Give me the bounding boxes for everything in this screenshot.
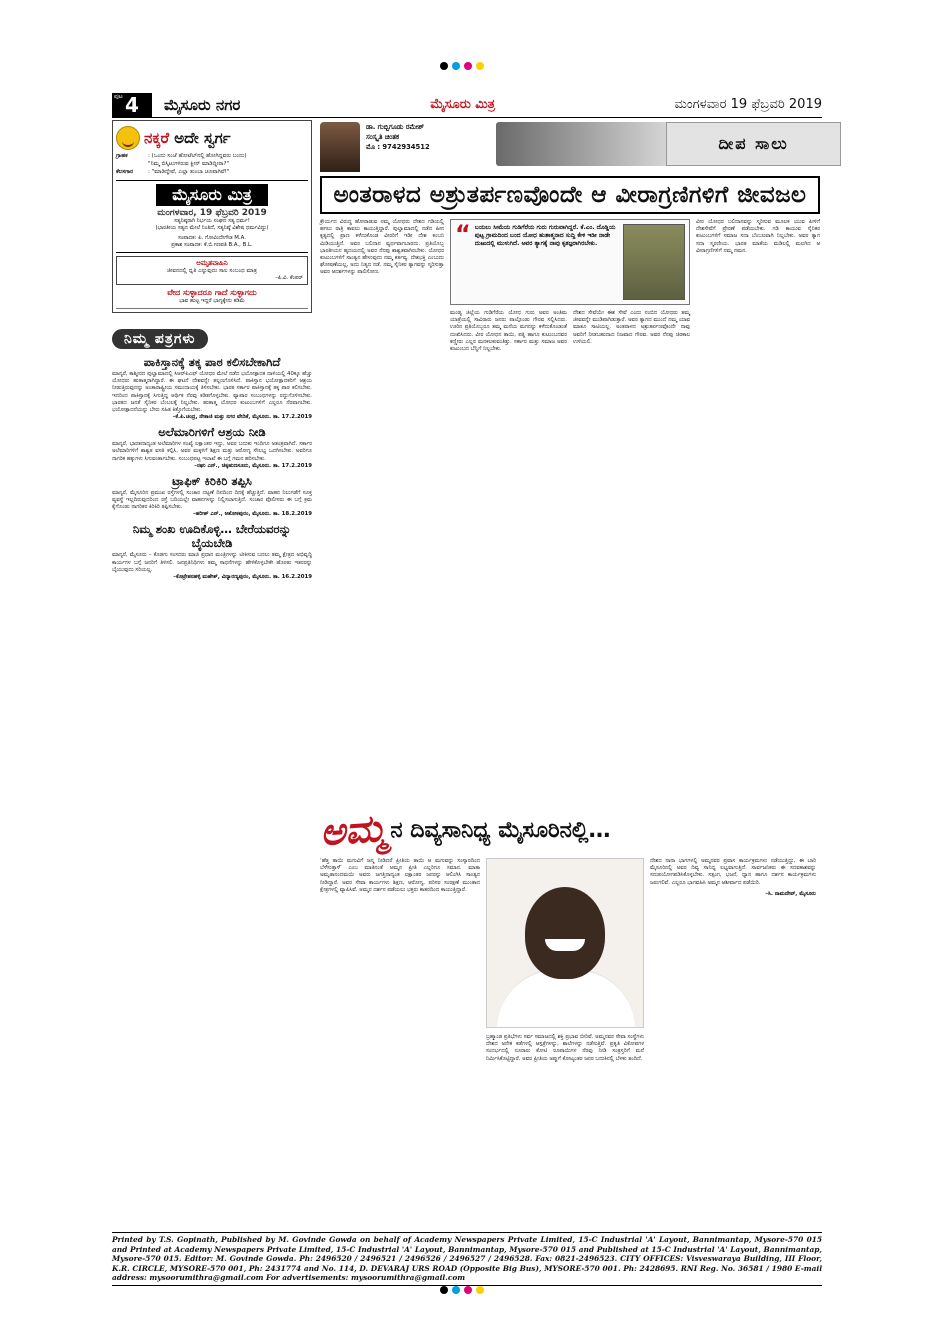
masthead-motto: ಸತ್ಯನಿಷ್ಠರಾಗಿ ನಿರ್ಭಯ ಸಂಘದ ಸತ್ಯ ಧರ್ಮ!	[174, 218, 250, 224]
letter-title: ಪಾಕಿಸ್ತಾನಕ್ಕೆ ತಕ್ಕ ಪಾಠ ಕಲಿಸಬೇಕಾಗಿದೆ	[143, 355, 281, 369]
article-column: ಕ್ರೌರ್ಯದ ವಿರುದ್ಧ ಹೋರಾಡುವ ನಮ್ಮ ಯೋಧರು ದೇಶದ ಗಡಿಯಲ್ಲಿ ಹಗಲು ರಾತ್ರಿ ಕಾವಲು ಕಾಯುತ್ತಿದ್ದಾರೆ. ಪುಲ್ವಾಮಾದಲ್ಲಿ ನಡೆದ ಹೀನ ಕೃತ್ಯದಲ್ಲಿ ಪ್ರಾಣ ಕಳೆದುಕೊಂಡ ವೀರರಿಗೆ ಇಡೀ ದೇಶ ಕಂಬನಿ ಮಿಡಿಯುತ್ತಿದೆ. ಅವರ ಬಲಿದಾನ ವ್ಯರ್ಥವಾಗಬಾರದು. ಪ್ರತಿಯೊಬ್ಬ ಭಾರತೀಯನ ಹೃದಯದಲ್ಲಿ ಅವರ ನೆನಪು ಶಾಶ್ವತವಾಗಿರಬೇಕು. ಯೋಧರ ಕುಟುಂಬಗಳಿಗೆ ಸಾಂತ್ವನ ಹೇಳುವುದು ನಮ್ಮ ಕರ್ತವ್ಯ. ದೇಶಭಕ್ತಿ ಎಂಬುದು ಘೋಷಣೆಯಲ್ಲ, ಅದು ನಿತ್ಯದ ನಡೆ. ನಮ್ಮ ಸೈನಿಕರ ತ್ಯಾಗವನ್ನು ಸ್ಮರಿಸುತ್ತಾ ಅವರ ಆದರ್ಶಗಳನ್ನು ಪಾಲಿಸೋಣ.	[320, 219, 444, 276]
masthead-editor: ಸಂಪಾದಕ: ಪಿ. ಗೋವಿಂದೇಗೌಡ M.A.	[178, 235, 246, 241]
section-name: ಮೈಸೂರು ನಗರ	[164, 95, 241, 114]
letter-signature: –ಹರೀಶ್ ಎನ್., ಅಶೋಕಪುರಂ, ಮೈಸೂರು. ತಾ. 18.2.2019	[192, 511, 312, 518]
pull-quote-text: ಬಯಲು ಸೀಮೆಯ ಗುಡಿಗೆರೆಯ ಗುರು ಗುರುವಾಗಿದ್ದರೆ. ಕೆ.ಎಂ. ದೊಡ್ಡಿಯ ಪುಟ್ಟ ಗ್ರಾಮದಿಂದ ಬಂದ ಯೋಧ ಹುತಾತ್ಮನಾದ ಸುದ್ದಿ ಕೇಳಿ ಇಡೀ ನಾಡೇ ದುಃಖದಲ್ಲಿ ಮುಳುಗಿದೆ. ಅವರ ತ್ಯಾಗಕ್ಕೆ ನಾವು ಕೃತಜ್ಞರಾಗಿರಬೇಕು.	[474, 224, 616, 247]
page-header	[112, 92, 822, 118]
registration-marks-bottom	[440, 1286, 484, 1294]
letter-body: ಮಾನ್ಯರೆ, ಮೈಸೂರಿನ ಪ್ರಮುಖ ರಸ್ತೆಗಳಲ್ಲಿ ಸಂಚಾರ ದಟ್ಟಣೆ ದಿನದಿಂದ ದಿನಕ್ಕೆ ಹೆಚ್ಚುತ್ತಿದೆ. ವಾಹನ ನಿಲುಗಡೆಗೆ ಸೂಕ್ತ ವ್ಯವಸ್ಥೆ ಇಲ್ಲದಿರುವುದರಿಂದ ರಸ್ತೆ ಬದಿಯಲ್ಲೇ ವಾಹನಗಳನ್ನು ನಿಲ್ಲಿಸಲಾಗುತ್ತಿದೆ. ಸಂಚಾರ ಪೊಲೀಸರು ಈ ಬಗ್ಗೆ ಕ್ರಮ ಕೈಗೊಂಡು ನಾಗರಿಕರ ಕಿರಿಕಿರಿ ತಪ್ಪಿಸಬೇಕು.	[112, 489, 312, 511]
veda-box	[116, 288, 308, 309]
reg-dot-yellow	[476, 1286, 484, 1294]
page-number: 4	[125, 92, 139, 117]
masthead-name: ಮೈಸೂರು ಮಿತ್ರ	[156, 184, 268, 206]
amrutha-body: ಜೀವನದಲ್ಲಿ ಧೃತಿ ಎನ್ನುವುದು ಸಾಲ ಸಂಬಂಧ ಮಾತ್ರ	[167, 268, 257, 274]
amma-column: ‘ಹೆತ್ತ ತಾಯಿ ಮಗುವಿಗೆ ಜನ್ಮ ನೀಡಿದರೆ ಪ್ರೀತಿಯ ತಾಯಿ ಆ ಮಗುವನ್ನು ಸಂಸ್ಕಾರದಿಂದ ಬೆಳೆಸುತ್ತಾಳೆ’ ಎಂಬ ಮಾತಿನಂತೆ ಅಮ್ಮನ ಪ್ರೀತಿ ಎಲ್ಲರಿಗೂ ಸಮಾನ. ಮಾತಾ ಅಮೃತಾನಂದಮಯಿ ಅವರು ಜಗತ್ತಿನಾದ್ಯಂತ ಲಕ್ಷಾಂತರ ಜನರನ್ನು ಆಲಿಂಗಿಸಿ ಸಾಂತ್ವನ ನೀಡಿದ್ದಾರೆ. ಅವರ ಸೇವಾ ಕಾರ್ಯಗಳು ಶಿಕ್ಷಣ, ಆರೋಗ್ಯ, ಪರಿಸರ ಸಂರಕ್ಷಣೆ ಮುಂತಾದ ಕ್ಷೇತ್ರಗಳಲ್ಲಿ ವ್ಯಾಪಿಸಿವೆ. ಅಮ್ಮನ ದರ್ಶನ ಪಡೆಯಲು ಭಕ್ತರು ಕಾತರದಿಂದ ಕಾಯುತ್ತಿದ್ದಾರೆ.	[320, 858, 480, 893]
author-phone: ಮೊ : 9742934512	[366, 143, 430, 151]
main-article	[320, 118, 820, 353]
nakkare-title	[144, 129, 231, 147]
veda-body: ಭಾವ ಹುಟ್ಟ ಇದ್ದರೆ ಭಾಗ್ಯಕ್ಕೇನು ಕಡಿಮೆ	[179, 298, 245, 304]
page-number-box	[112, 93, 152, 117]
joke-speaker: ಕೆಲಸಗಾರ	[116, 169, 134, 175]
joke-speaker	[116, 160, 148, 168]
reg-dot-cyan	[452, 1286, 460, 1294]
pull-quote	[450, 219, 690, 305]
amma-signature: –ಸಿ. ನಾಮದೇವ್, ಮೈಸೂರು	[765, 890, 816, 897]
joke-line: : (ಒಂದು ಸಂಜೆ ಹೋಟೆಲ್‌ನಲ್ಲಿ ಹೋಗಿದ್ದವರು ಬಂದು)	[148, 153, 247, 159]
amma-body	[320, 858, 820, 1063]
imprint-footer: Printed by T.S. Gopinath, Published by M. Govinde Gowda on behalf of Academy Newspapers Private Limited, 15-C Industrial 'A' Layout, Bannimantap, Mysore-570 015 and Printed at Academy Newspapers Private Limited, 15-C Industrial 'A' Layout, Bannimantap, Mysore-570 015 and Published at 15-C Industrial 'A' Layout, Bannimantap, Mysore-570 015. Editor: M. Govinde Gowda. Ph: 2496520 / 2496521 / 2496526 / 2496527 / 2496528. Fax: 0821-2496523. CITY OFFICES: Visveswaraya Building, III Floor, K.R. CIRCLE, MYSORE-570 001, Ph: 2431774 and No. 114, D. DEVARAJ URS ROAD (Opposite Big Bus), MYSORE-570 001. Ph: 2428695. RNI Reg. No. 36581 / 1980 E-mail address: mysoorumithra@gmail.com For advertisements: mysoorumithra@gmail.com	[112, 1232, 822, 1286]
amma-headline-red: ಅಮ್ಮ	[318, 804, 388, 855]
nakkare-box	[112, 120, 312, 313]
amma-photo-face	[525, 887, 605, 979]
letters-title: ನಿಮ್ಮ ಪತ್ರಗಳು	[112, 329, 208, 349]
amrutha-author: –ಪಿ.ವಿ. ಕೆಂಪರ್	[275, 275, 303, 281]
author-name: ಡಾ. ಗುಬ್ಬಿಗೂಡು ರಮೇಶ್	[366, 123, 424, 131]
amma-column: ಬ್ರಹ್ಮಾಂಡ ಪ್ರತಿಭೆಗಳು ಸರ್ವ ಸಮಾಜದಲ್ಲಿ ಶಕ್ತಿ ಪ್ರಭಾವ ಬೀರಿವೆ. ಅಮ್ಮನವರ ಸೇವಾ ಸಂಸ್ಥೆಗಳು ದೇಶದ ಅನೇಕ ಕಡೆಗಳಲ್ಲಿ ಆಸ್ಪತ್ರೆಗಳನ್ನು, ಶಾಲೆಗಳನ್ನು ನಡೆಸುತ್ತಿವೆ. ಪ್ರಕೃತಿ ವಿಕೋಪಗಳ ಸಂದರ್ಭದಲ್ಲಿ ನೂರಾರು ಕೋಟಿ ರೂಪಾಯಿಗಳ ನೆರವು ನೀಡಿ ಸಂತ್ರಸ್ತರಿಗೆ ಮನೆ ನಿರ್ಮಿಸಿಕೊಟ್ಟಿದ್ದಾರೆ. ಅವರ ಪ್ರೀತಿಯ ಅಪ್ಪುಗೆ ಕೋಟ್ಯಂತರ ಜನರ ಬದುಕಿನಲ್ಲಿ ಬೆಳಕು ತಂದಿದೆ.	[486, 1034, 644, 1062]
page-label: ಪುಟ	[114, 92, 123, 100]
masthead	[116, 180, 308, 253]
reg-dot-cyan	[452, 62, 460, 70]
reg-dot-yellow	[476, 62, 484, 70]
amma-column: ದೇಶದ ನಾನಾ ಭಾಗಗಳಲ್ಲಿ ಅಮ್ಮನವರ ಪ್ರವಾಸ ಕಾರ್ಯಕ್ರಮಗಳು ನಡೆಯುತ್ತಿದ್ದು, ಈ ಬಾರಿ ಮೈಸೂರಿನಲ್ಲಿ ಅವರ ದಿವ್ಯ ಸಾನಿಧ್ಯ ಲಭ್ಯವಾಗುತ್ತಿದೆ. ಸಾರ್ವಜನಿಕರು ಈ ಸದವಕಾಶವನ್ನು ಸದುಪಯೋಗಪಡಿಸಿಕೊಳ್ಳಬೇಕು. ಸತ್ಸಂಗ, ಭಜನೆ, ಧ್ಯಾನ ಹಾಗೂ ದರ್ಶನ ಕಾರ್ಯಕ್ರಮಗಳು ಜರುಗಲಿವೆ. ಎಲ್ಲರೂ ಭಾಗವಹಿಸಿ ಅಮ್ಮನ ಆಶೀರ್ವಾದ ಪಡೆಯಿರಿ.	[650, 858, 816, 886]
letter-title: ಅಲೆಮಾರಿಗಳಿಗೆ ಆಶ್ರಯ ನೀಡಿ	[158, 425, 266, 440]
letters-header	[112, 327, 312, 351]
author-photo	[320, 122, 360, 172]
veda-title: ವೇದ ಸುಳ್ಳಾದರೂ ಗಾದೆ ಸುಳ್ಳಾಗದು	[167, 288, 257, 297]
joke-row	[116, 168, 308, 176]
amrutha-title: ಅಮೃತವಾಹಿನಿ	[196, 259, 228, 267]
masthead-date: ಮಂಗಳವಾರ, 19 ಫೆಬ್ರವರಿ 2019	[157, 208, 267, 218]
article-headline: ಅಂತರಾಳದ ಅಶ್ರುತರ್ಪಣವೊಂದೇ ಆ ವೀರಾಗ್ರಣಿಗಳಿಗೆ ಜೀವಜಲ	[320, 176, 820, 214]
amma-headline-rest: ನ ದಿವ್ಯಸಾನಿಧ್ಯ ಮೈಸೂರಿನಲ್ಲಿ…	[390, 817, 611, 843]
letter-body: ಮಾನ್ಯರೆ, ಕಾಶ್ಮೀರದ ಪುಲ್ವಾಮಾದಲ್ಲಿ ಸಿಆರ್‌ಪಿಎಫ್ ಯೋಧರ ಮೇಲೆ ನಡೆದ ಭಯೋತ್ಪಾದಕ ದಾಳಿಯಲ್ಲಿ 40ಕ್ಕೂ ಹೆಚ್ಚು ಯೋಧರು ಹುತಾತ್ಮರಾಗಿದ್ದಾರೆ. ಈ ಘಟನೆ ದೇಶವನ್ನೇ ತಲ್ಲಣಗೊಳಿಸಿದೆ. ಪಾಕಿಸ್ತಾನ ಭಯೋತ್ಪಾದಕರಿಗೆ ಆಶ್ರಯ ನೀಡುತ್ತಿರುವುದನ್ನು ಅಂತಾರಾಷ್ಟ್ರೀಯ ಸಮುದಾಯಕ್ಕೆ ತಿಳಿಸಬೇಕು. ಭಾರತ ಸರ್ಕಾರ ಪಾಕಿಸ್ತಾನಕ್ಕೆ ತಕ್ಕ ಪಾಠ ಕಲಿಸಬೇಕು. ಇದರಿಂದ ಪಾಕಿಸ್ತಾನಕ್ಕೆ ಸಿಗುತ್ತಿದ್ದ ಆರ್ಥಿಕ ನೆರವು ಕಡಿತಗೊಳ್ಳಬೇಕು. ವ್ಯಾಪಾರ ಸಂಬಂಧಗಳನ್ನು ರದ್ದುಗೊಳಿಸಬೇಕು. ಭಾರತದ ಜನತೆ ಸೈನಿಕರ ಬೆಂಬಲಕ್ಕೆ ನಿಲ್ಲಬೇಕು. ಹುತಾತ್ಮ ಯೋಧರ ಕುಟುಂಬಗಳಿಗೆ ಎಲ್ಲರೂ ನೆರವಾಗಬೇಕು. ಭಯೋತ್ಪಾದನೆಯನ್ನು ಬೇರು ಸಹಿತ ಕಿತ್ತೊಗೆಯಬೇಕು.	[112, 371, 312, 414]
column-banner	[496, 122, 820, 166]
article-column: ಮಂಡ್ಯ ಜಿಲ್ಲೆಯ ಗುಡಿಗೆರೆಯ ಯೋಧ ಗುರು ಅವರ ಅಂತಿಮ ಯಾತ್ರೆಯಲ್ಲಿ ಸಾವಿರಾರು ಜನರು ಪಾಲ್ಗೊಂಡು ಗೌರವ ಸಲ್ಲಿಸಿದರು. ಊರಿನ ಪ್ರತಿಯೊಬ್ಬರೂ ತಮ್ಮ ಮನೆಯ ಮಗನನ್ನು ಕಳೆದುಕೊಂಡಂತೆ ದುಃಖಿಸಿದರು. ವೀರ ಯೋಧನ ತಾಯಿ, ಪತ್ನಿ ಹಾಗೂ ಕುಟುಂಬದವರ ಕಣ್ಣೀರು ಎಲ್ಲರ ಮನಕಲಕುವಂತಿತ್ತು. ಸರ್ಕಾರ ಮತ್ತು ಸಮಾಜ ಅವರ ಕುಟುಂಬದ ಬೆನ್ನಿಗೆ ನಿಲ್ಲಬೇಕು.	[450, 310, 567, 353]
left-column	[112, 118, 312, 584]
letter-body: ಮಾನ್ಯರೆ, ಮೈಸೂರು – ಕೊಡಗು ಸಂಸದರು ಮಾಜಿ ಪ್ರಧಾನ ಮಂತ್ರಿಗಳನ್ನು ಟೀಕಿಸುವ ಬದಲು ತಮ್ಮ ಕ್ಷೇತ್ರದ ಅಭಿವೃದ್ಧಿ ಕಾರ್ಯಗಳ ಬಗ್ಗೆ ಜನರಿಗೆ ತಿಳಿಸಲಿ. ಜನಪ್ರತಿನಿಧಿಗಳು ತಮ್ಮ ಸಾಧನೆಗಳನ್ನು ಹೇಳಿಕೊಳ್ಳಬೇಕೇ ಹೊರತು ಇತರರನ್ನು ಬೈಯುವುದು ಸರಿಯಲ್ಲ.	[112, 552, 312, 573]
author-info	[366, 118, 496, 176]
article-column: ವೀರ ಯೋಧರ ಬಲಿದಾನವನ್ನು ಸ್ಮರಿಸುವ ಮೂಲಕ ಯುವ ಪೀಳಿಗೆ ದೇಶಸೇವೆಗೆ ಪ್ರೇರಣೆ ಪಡೆಯಬೇಕು. ಗಡಿ ಕಾಯುವ ಸೈನಿಕರ ಕುಟುಂಬಗಳಿಗೆ ಸಮಾಜ ಸದಾ ಬೆಂಬಲವಾಗಿ ನಿಲ್ಲಬೇಕು. ಅವರ ತ್ಯಾಗ ಸದಾ ಸ್ಮರಣೀಯ. ಭಾರತ ಮಾತೆಯ ಮಡಿಲಲ್ಲಿ ಮಲಗಿದ ಆ ವೀರಾಗ್ರಣಿಗಳಿಗೆ ನಮ್ಮ ನಮನ.	[696, 219, 820, 254]
letter-title: ಟ್ರಾಫಿಕ್ ಕಿರಿಕಿರಿ ತಪ್ಪಿಸಿ	[172, 473, 252, 488]
letter	[112, 474, 312, 519]
amma-headline	[318, 804, 820, 855]
nakkare-title-black: ಅದೇ ಸ್ವರ್ಗ	[174, 129, 231, 147]
joke-row	[116, 160, 308, 168]
amma-center	[486, 858, 644, 1063]
amma-article	[318, 804, 820, 1063]
joke-line: "ನಿಮ್ಮ ಬಿಸ್ಕಿಟುಗಳಿರುವ ಕ್ಲೀನ್ ಮಾಡಿದ್ದೀರಾ?"	[148, 161, 230, 167]
letter-title: ನಿಮ್ಮ ಶಂಖ ಊದಿಕೊಳ್ಳಿ… ಬೇರೆಯವರನ್ನು ಬೈಯಬೇಡಿ	[132, 522, 292, 551]
amma-right	[650, 858, 816, 1063]
amma-photo	[486, 858, 644, 1028]
letter-body: ಮಾನ್ಯರೆ, ಭಾರತದಾದ್ಯಂತ ಅಲೆಮಾರಿಗಳ ಸಂಖ್ಯೆ ಲಕ್ಷಾಂತರ ಇದ್ದು, ಅವರ ಬದುಕು ಇಂದಿಗೂ ಅತಂತ್ರವಾಗಿದೆ. ಸರ್ಕಾರ ಅಲೆಮಾರಿಗಳಿಗೆ ಶಾಶ್ವತ ವಸತಿ ಕಲ್ಪಿಸಿ, ಅವರ ಮಕ್ಕಳಿಗೆ ಶಿಕ್ಷಣ ಮತ್ತು ಆರೋಗ್ಯ ಸೌಲಭ್ಯ ಒದಗಿಸಬೇಕು. ಅವರಿಗೂ ನಾಗರಿಕ ಹಕ್ಕುಗಳು ಸಿಗುವಂತಾಗಬೇಕು. ಸಂಬಂಧಪಟ್ಟ ಇಲಾಖೆ ಈ ಬಗ್ಗೆ ಗಮನ ಹರಿಸಬೇಕು.	[112, 441, 312, 462]
quote-mark-icon: “	[455, 220, 471, 248]
letter-signature: –ರಘು ಎನ್., ಚಿಕ್ಕಹುಣಸೂರು, ಮೈಸೂರು. ತಾ. 17.2.2019	[194, 462, 312, 469]
masthead-publisher: ಪ್ರಕಾಶ ಸಂಪಾದಕ: ಕೆ.ಬಿ.ಗಣಪತಿ B.A., B.L.	[171, 242, 253, 248]
nakkare-title-red: ನಕ್ಕರೆ	[144, 129, 170, 147]
issue-date: ಮಂಗಳವಾರ 19 ಫೆಬ್ರವರಿ 2019	[674, 97, 822, 112]
letter	[112, 522, 312, 581]
article-columns	[320, 219, 820, 353]
article-subcolumns	[450, 310, 690, 353]
soldier-photo	[623, 224, 685, 300]
article-column: ದೇಶದ ಸೇವೆಯೇ ಈಶ ಸೇವೆ ಎಂದು ನಂಬಿದ ಯೋಧರು ತಮ್ಮ ಜೀವವನ್ನೇ ಮುಡಿಪಾಗಿಡುತ್ತಾರೆ. ಅವರ ತ್ಯಾಗದ ಮುಂದೆ ನಮ್ಮ ಯಾವ ಮಾತೂ ಸಾಟಿಯಲ್ಲ. ಅಂತರಾಳದ ಅಶ್ರುತರ್ಪಣವೊಂದೇ ನಾವು ಅವರಿಗೆ ನೀಡಬಹುದಾದ ನಿಜವಾದ ಗೌರವ. ಅವರ ನೆನಪು ಚಿರಕಾಲ ಉಳಿಯಲಿ.	[573, 310, 690, 345]
amrutha-box	[116, 256, 308, 285]
amma-photo-smile	[545, 939, 585, 951]
masthead-motto-sub: (ಭಾರತೀಯ ಸತ್ಯದ ಮೇಲೆ ನಿಂತಿದೆ, ಸತ್ಯನಿಷ್ಠೆ ವಿಶೇಷ ಧರ್ಮವಿದ್ದು)	[155, 225, 269, 231]
letter-signature: –ಕೆ.ಪಿ.ಚಂದ್ರ, ನೇತಾಜಿ ಮತ್ತು ನಗರ ವೇದಿಕೆ, ಮೈಸೂರು. ತಾ. 17.2.2019	[172, 414, 312, 421]
joke-row	[116, 152, 308, 160]
nakkare-header	[116, 124, 308, 152]
newspaper-brand: ಮೈಸೂರು ಮಿತ್ರ	[430, 97, 496, 112]
letter-signature: –ಕೊಟ್ರೇಶನಹಳ್ಳಿ ಮಹೇಶ್, ವಿದ್ಯಾರಣ್ಯಪುರಂ, ಮೈಸೂರು. ತಾ. 16.2.2019	[173, 574, 312, 581]
letter	[112, 425, 312, 470]
joke-speaker: ಗ್ರಾಹಕ	[116, 153, 128, 159]
author-role: ಸಂಸ್ಕೃತಿ ಚಿಂತಕ	[366, 133, 399, 141]
reg-dot-black	[440, 62, 448, 70]
column-name: ದೀಪ ಸಾಲು	[666, 122, 841, 166]
joke-line: : "ಮಾಡಿದ್ದೇವೆ, ಎಲ್ಲಾ ತುಂಬಾ ಚೂಪಾಗಿವೆ!"	[148, 169, 230, 175]
reg-dot-black	[440, 1286, 448, 1294]
reg-dot-magenta	[464, 62, 472, 70]
registration-marks-top	[440, 62, 484, 70]
letter	[112, 355, 312, 421]
article-center	[450, 219, 690, 353]
reg-dot-magenta	[464, 1286, 472, 1294]
laughing-face-icon	[116, 126, 140, 150]
author-row	[320, 118, 820, 176]
